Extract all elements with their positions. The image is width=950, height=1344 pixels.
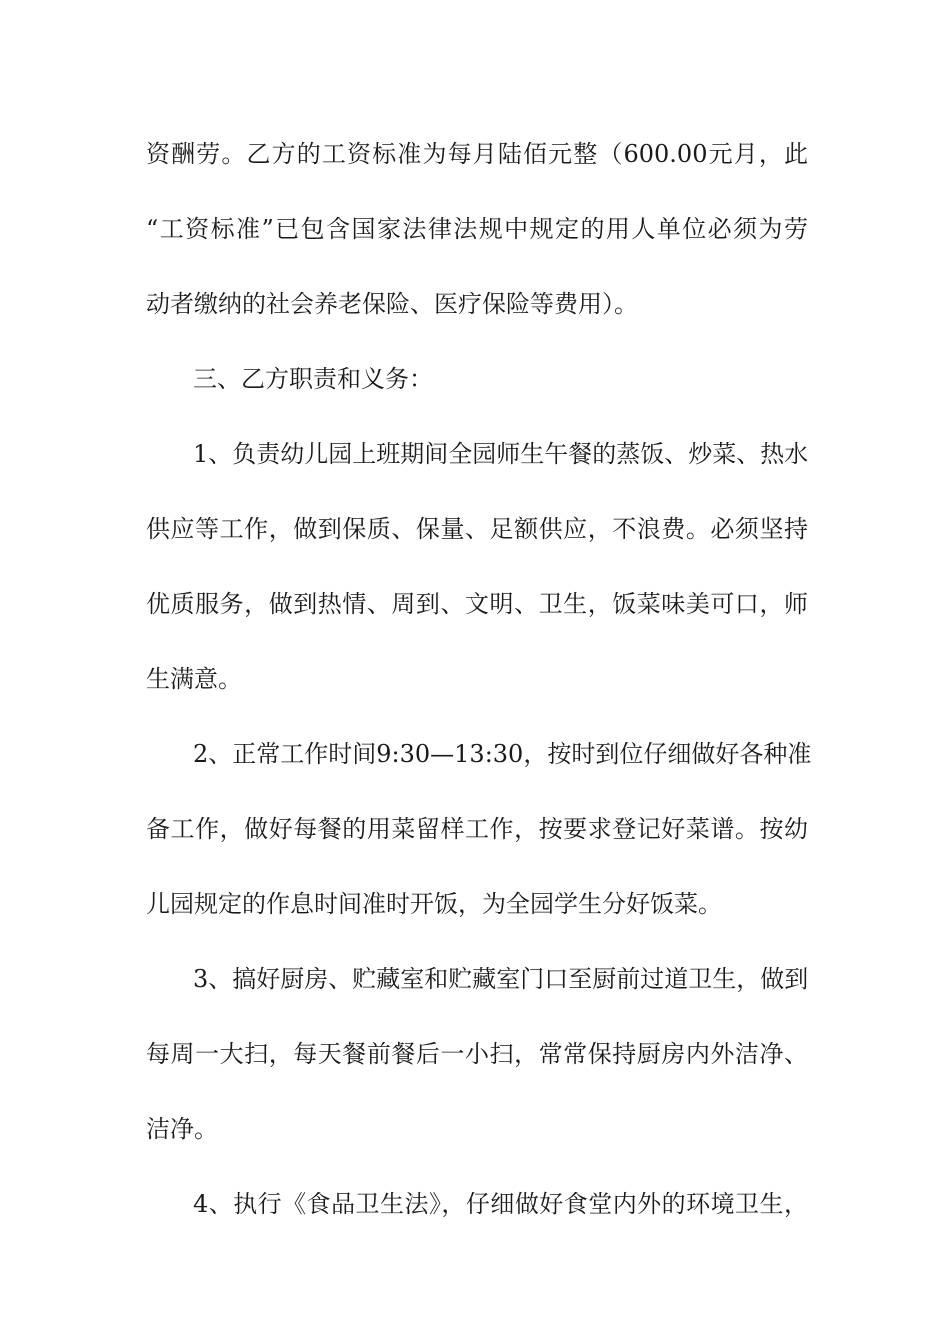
text-line: 资酬劳。乙方的工资标准为每月陆佰元整（600.00元月，此	[146, 140, 808, 168]
text-line: 优质服务，做到热情、周到、文明、卫生，饭菜味美可口，师	[146, 590, 808, 618]
text-line: 4、执行《食品卫生法》，仔细做好食堂内外的环境卫生，	[193, 1190, 808, 1218]
text-line: 洁净。	[146, 1115, 218, 1143]
text-line: 生满意。	[146, 665, 242, 693]
text-line: 2、正常工作时间9:30—13:30，按时到位仔细做好各种准	[193, 740, 812, 768]
text-line: 动者缴纳的社会养老保险、医疗保险等费用）。	[146, 290, 638, 318]
text-line: 备工作，做好每餐的用菜留样工作，按要求登记好菜谱。按幼	[146, 815, 808, 843]
text-line: 儿园规定的作息时间准时开饭，为全园学生分好饭菜。	[146, 890, 722, 918]
text-line: 3、搞好厨房、贮藏室和贮藏室门口至厨前过道卫生，做到	[193, 965, 809, 993]
text-line: “工资标准”已包含国家法律法规中规定的用人单位必须为劳	[146, 215, 808, 243]
text-line: 1、负责幼儿园上班期间全园师生午餐的蒸饭、炒菜、热水	[193, 440, 809, 468]
section-heading: 三、乙方职责和义务：	[193, 365, 433, 393]
text-line: 每周一大扫，每天餐前餐后一小扫，常常保持厨房内外洁净、	[146, 1040, 808, 1068]
text-line: 供应等工作，做到保质、保量、足额供应，不浪费。必须坚持	[146, 515, 808, 543]
